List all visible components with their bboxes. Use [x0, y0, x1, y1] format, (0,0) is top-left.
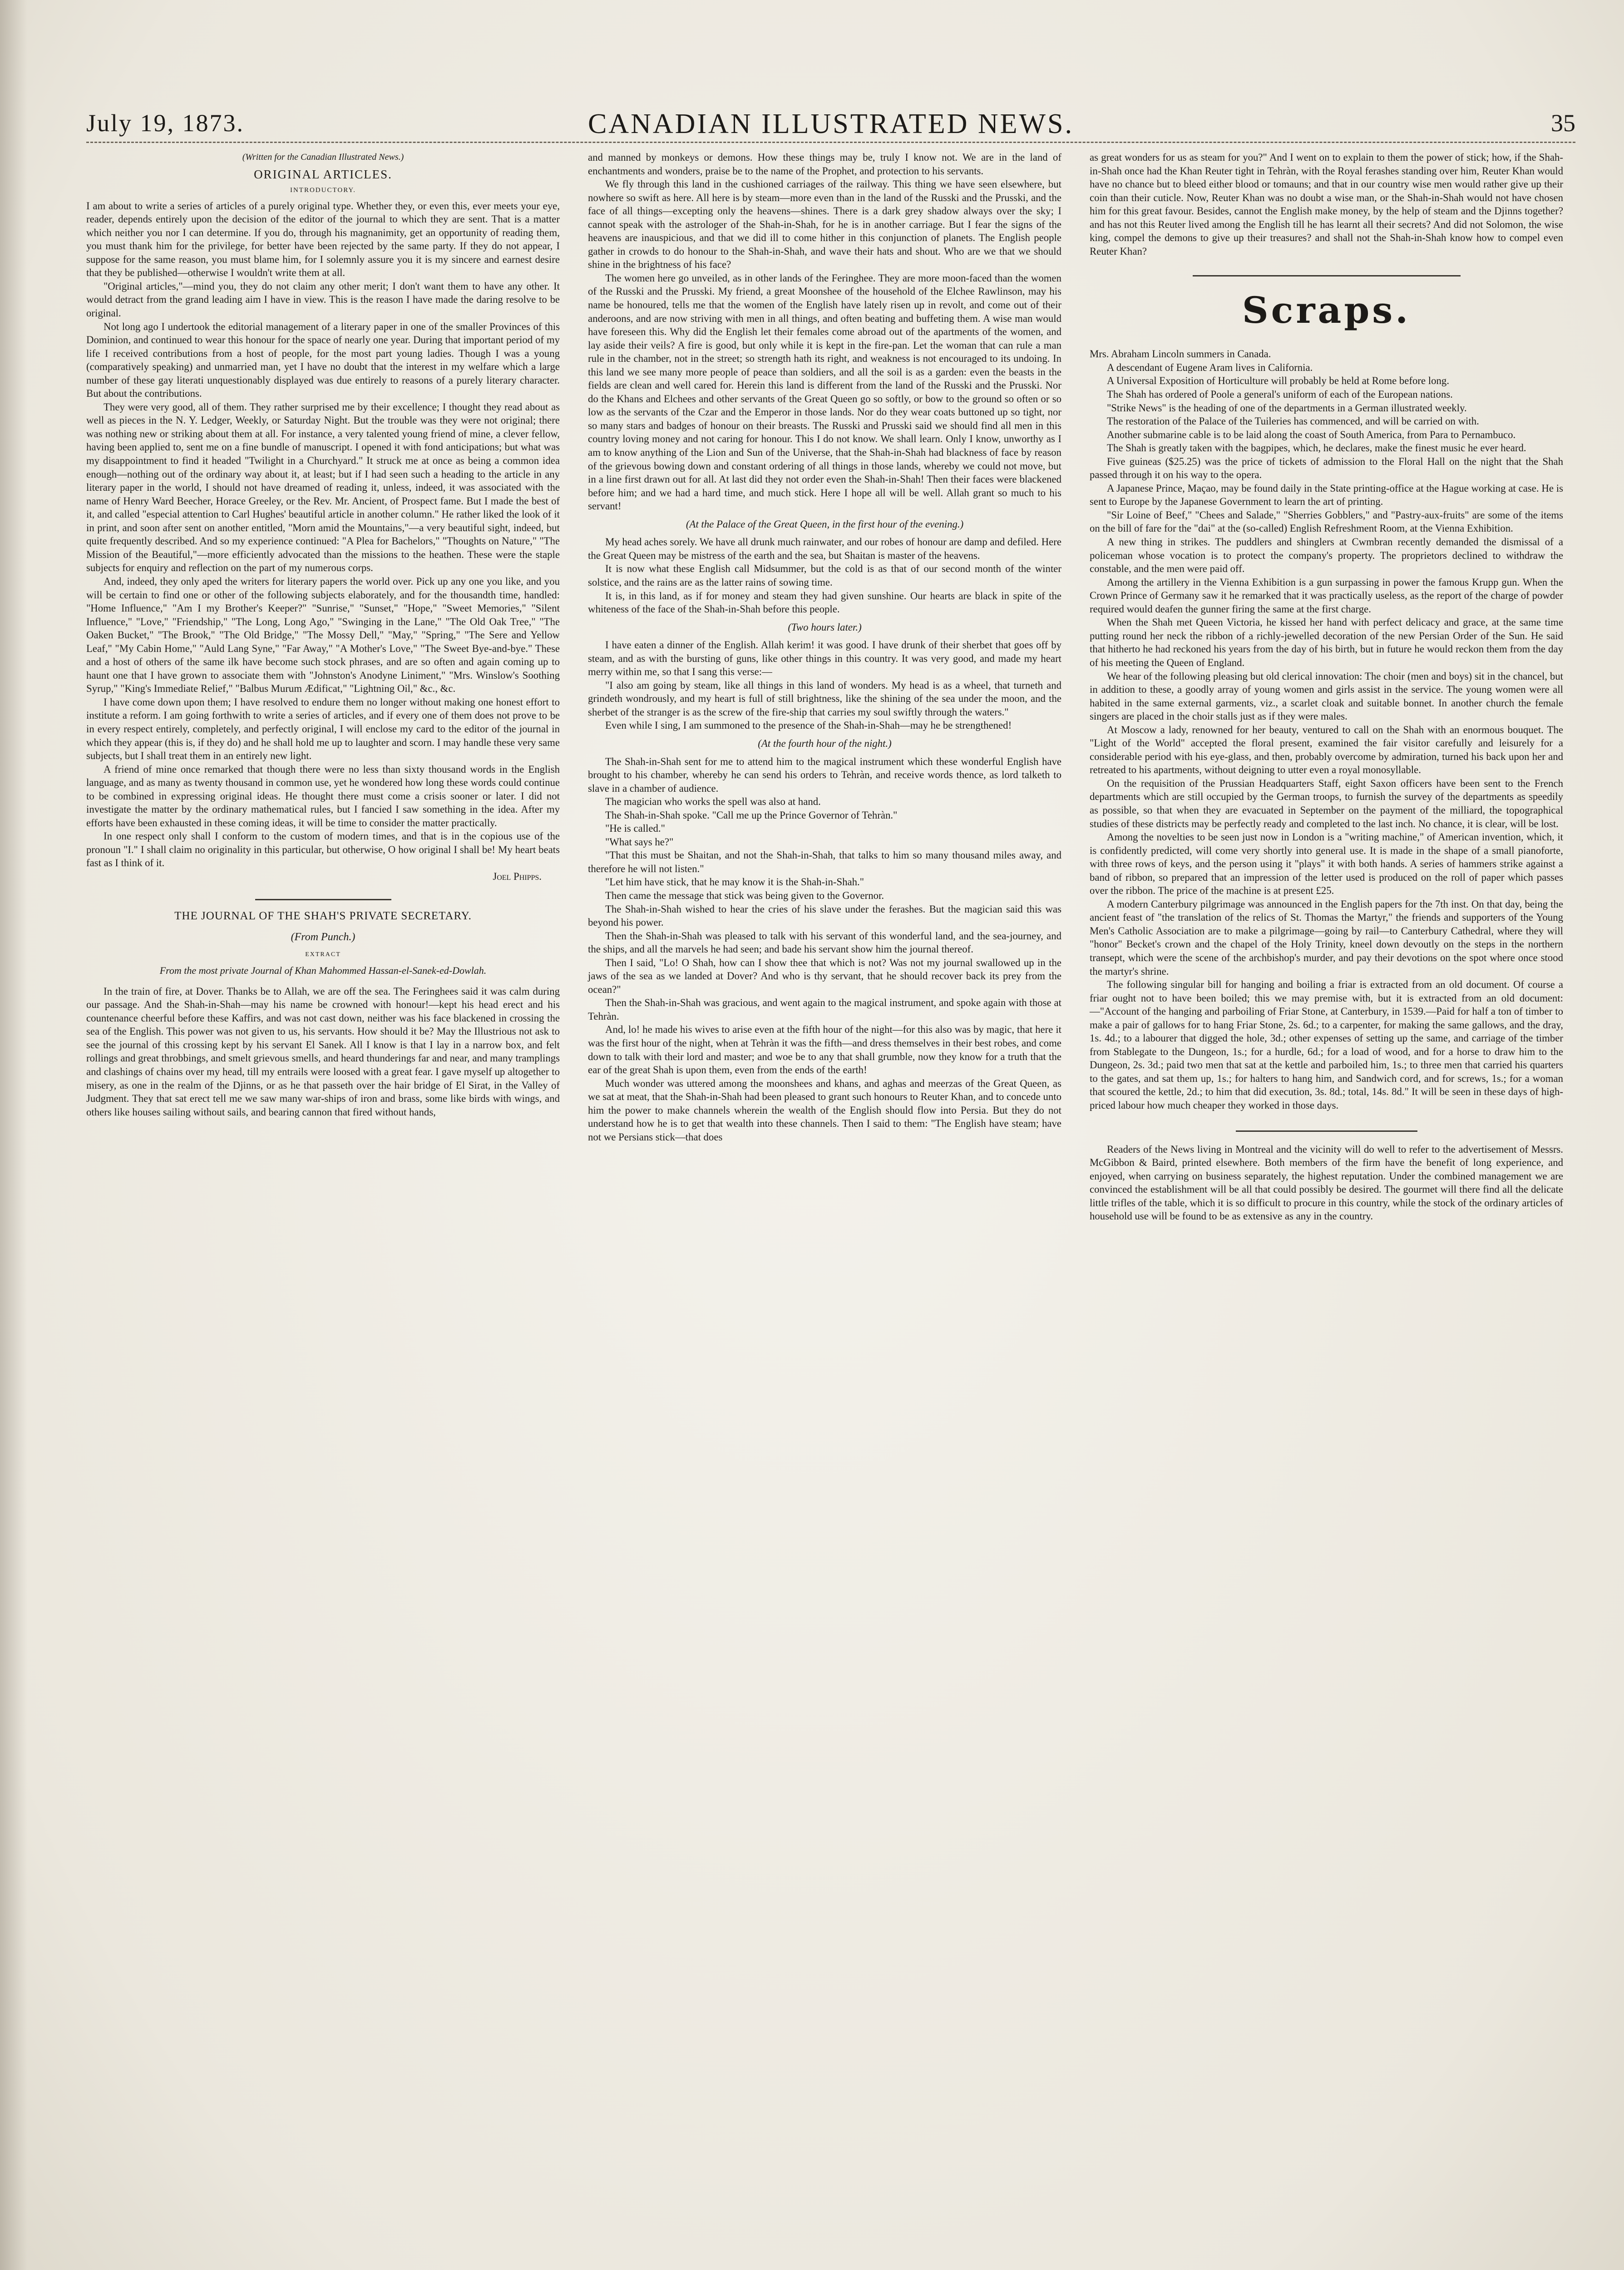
extract-label: EXTRACT — [305, 951, 341, 958]
paragraph: It is, in this land, as if for money and steam they had given sunshine. Our hearts are black in spite of the whiteness of the face of the Shah-in-Shah before this people. — [588, 590, 1061, 615]
scrap-item: "Sir Loine of Beef," "Chees and Salade," "Sherries Gobblers," and "Pastry-aux-fruits" are some of the items on the bill of fare for the "dai" at the (so-called) English Refreshment Room, at the Vienna Exhibition. — [1090, 509, 1563, 534]
article-credit: (Written for the Canadian Illustrated News.) — [242, 152, 404, 162]
paragraph: My head aches sorely. We have all drunk much rainwater, and our robes of honour are damp and defiled. Here the Great Queen may be mistress of the earth and the sea, but Shaitan is master of the heavens. — [588, 536, 1061, 561]
scrap-item: Another submarine cable is to be laid along the coast of South America, from Para to Pernambuco. — [1107, 429, 1516, 440]
paragraph: The magician who works the spell was also at hand. — [605, 796, 821, 808]
journal-source: (From Punch.) — [291, 931, 355, 943]
newspaper-title: CANADIAN ILLUSTRATED NEWS. — [587, 109, 1074, 139]
paragraph: In the train of fire, at Dover. Thanks be to Allah, we are off the sea. The Feringhees said it was calm during our passage. And the Shah-in-Shah—may his name be crowned with honour!—kept his head erect and his countenance cheerful before these Kaffirs, and was not cast down, neither was his face blackened in crossing the sea of the English. This power was not given to us, his servants. How should it be? May the Illustrious not ask to see the journal of this crossing kept by his servant El Sanek. All I know is that I lay in a narrow box, and felt rollings and great throbbings, and smelt grievous smells, and heard thunderings far and near, and many tramplings and clashings of chains over my head, till my entrails were loosed with a great fear. I gave myself up altogether to misery, as one in the realm of the Djinns, or as he that passeth over the hair bridge of El Sirat, in the Valley of Judgment. They that sat erect tell me we saw many war-ships of iron and brass, some like birds with wings, and others like houses sailing without sails, and bearing cannon that fired without hands, — [86, 985, 560, 1118]
paragraph: Then the Shah-in-Shah was pleased to talk with his servant of this wonderful land, and the sea-journey, and the ships, and all the marvels he had seen; and bade his servant show him the journal thereof. — [588, 930, 1061, 955]
paragraph: Much wonder was uttered among the moonshees and khans, and aghas and meerzas of the Great Queen, as we sat at meat, that the Shah-in-Shah had been pleased to grant such honours to Reuter Khan, and to concede unto him the power to make channels wherein the wealth of the English should flow into Persia. But they do not understand how he is to get that wealth into these channels. Then I said to them: "The English have steam; have not we Persians stick—that does — [588, 1077, 1061, 1143]
paragraph: In one respect only shall I conform to the custom of modern times, and that is in the copious use of the pronoun "I." I shall claim no originality in this particular, but otherwise, O how original I shall be! My heart beats fast as I think of it. — [86, 830, 560, 869]
scrap-item: Among the novelties to be seen just now in London is a "writing machine," of American invention, which, it is confidently predicted, will come very shortly into general use. It is made in the shape of a small pianoforte, with three rows of keys, and the person using it "plays" it with both hands. A series of hammers strike against a band of ribbon, so prepared that an impression of the letter used is produced on the roll of paper which passes over the ribbon. The price of the machine is at present £25. — [1090, 831, 1563, 897]
scrap-item: A Japanese Prince, Maçao, may be found daily in the State printing-office at the Hague working at case. He is sent to Europe by the Japanese Government to learn the art of printing. — [1090, 482, 1563, 508]
paragraph: Not long ago I undertook the editorial management of a literary paper in one of the smaller Provinces of this Dominion, and continued to wear this honour for the space of nearly one year. During that important period of my life I received contributions from a host of people, for the most part young ladies. Though I was a young (comparatively speaking) and unmarried man, yet I have no doubt that the interest in my welfare which a large number of these gay literati unquestionably displayed was due entirely to reasons of a purely literary character. But about the contributions. — [86, 321, 560, 400]
paragraph: The Shah-in-Shah sent for me to attend him to the magical instrument which these wonderful English have brought to his chamber, whereby he can send his orders to Tehràn, and receive words thence, as lord talketh to slave in a chamber of audience. — [588, 755, 1061, 794]
paragraph: "Original articles,"—mind you, they do not claim any other merit; I don't want them to have any other. It would detract from the grand leading aim I have in view. This is the reason I have made the daring resolve to be original. — [86, 280, 560, 319]
column-2 — [588, 151, 1061, 1144]
scrap-item: The Shah has ordered of Poole a general's uniform of each of the European nations. — [1107, 389, 1453, 400]
paragraph: I have come down upon them; I have resolved to endure them no longer without making one honest effort to institute a reform. I am going forthwith to write a series of articles, and if every one of them does not prove to be in every respect entirely, completely, and perfectly original, I will enclose my card to the editor of the journal in which they appear (this is, if they do) and he shall hold me up to laughter and scorn. I may handle these very same subjects, but I shall treat them in an entirely new light. — [86, 696, 560, 762]
column-1 — [86, 151, 560, 1119]
paragraph: as great wonders for us as steam for you?" And I went on to explain to them the power of stick; how, if the Shah-in-Shah once had the Khan Reuter tight in Tehràn, with the Royal ferashes standing over him, Reuter Khan would have no chance but to bleed either blood or tomauns; and that in our country wise men would rather give up their coin than their cuticle. Now, Reuter Khan was no doubt a wise man, or the Shah-in-Shah would not have chosen him for this great favour. Besides, cannot the English make money, by the help of steam and the Djinns together? and has not this Reuter lived among the English till he has learnt all their secrets? And did not Solomon, the wise king, compel the demons to give up their treasures? and shall not the Shah-in-Shah know how to compel even Reuter Khan? — [1090, 152, 1563, 257]
paragraph: The Shah-in-Shah wished to hear the cries of his slave under the ferashes. But the magician said this was beyond his power. — [588, 903, 1061, 928]
paragraph: Then the Shah-in-Shah was gracious, and went again to the magical instrument, and spoke again with those at Tehràn. — [588, 997, 1061, 1022]
section-divider — [1193, 275, 1461, 276]
scrap-item: We hear of the following pleasing but old clerical innovation: The choir (men and boys) sit in the chancel, but in addition to these, a goodly array of young women and girls assist in the service. The young women were all habited in the same external garments, viz., a scarlet cloak and suitable bonnet. In another church the female singers are placed in the choir stalls just as if they were males. — [1090, 670, 1563, 722]
article-subheading: INTRODUCTORY. — [290, 187, 356, 194]
masthead-rule — [86, 142, 1575, 143]
paragraph: The Shah-in-Shah spoke. "Call me up the Prince Governor of Tehràn." — [605, 809, 898, 821]
paragraph: We fly through this land in the cushioned carriages of the railway. This thing we have seen elsewhere, but nowhere so swift as here. All here is by steam—more even than in the land of the Russki and the Prusski, and the face of all things—excepting only the heavens—shines. There is a dark grey shadow always over the sky; I cannot speak with the astrologer of the Shah-in-Shah, for he is in another carriage. But I fear the signs of the heavens are inauspicious, and that we did ill to come hither in this conjunction of planets. The English people gather in crowds to do honour to the Shah-in-Shah, and wave their hats and shout. Who are we that we should shine in the brightness of his face? — [588, 178, 1061, 271]
scrap-item: The Shah is greatly taken with the bagpipes, which, he declares, make the finest music he ever heard. — [1107, 442, 1526, 454]
advertisement-notice: Readers of the News living in Montreal and the vicinity will do well to refer to the advertisement of Messrs. McGibbon & Baird, printed elsewhere. Both members of the firm have the benefit of long experience, and enjoyed, when carrying on business separately, the highest reputation. Under the combined management we are convinced the establishment will be all that could possibly be desired. The gourmet will there find all the delicate little trifles of the table, which it is so difficult to procure in this country, while the stock of the ordinary articles of household use will be found to be as extensive as any in the country. — [1090, 1143, 1563, 1222]
scrap-item: The restoration of the Palace of the Tuileries has commenced, and will be carried on with. — [1107, 415, 1479, 427]
paragraph: I have eaten a dinner of the English. Allah kerim! it was good. I have drunk of their sherbet that goes off by steam, and as with the bursting of guns, like other things in this country. It was very good, and made my heart merry within me, so that I sang this verse:— — [588, 639, 1061, 678]
paragraph: Then I said, "Lo! O Shah, how can I show thee that which is not? Was not my journal swallowed up in the jaws of the sea as we landed at Dover? And who is thy servant, that he should recover back its prey from the ocean?" — [588, 957, 1061, 995]
page-number: 35 — [1551, 109, 1575, 137]
scrap-item: At Moscow a lady, renowned for her beauty, ventured to call on the Shah with an enormous bouquet. The "Light of the World" accepted the floral present, examined the fair visitor carefully and leisurely for a considerable period with his eye-glass, and then, probably overcome by admiration, turned his back upon her and retreated to his apartments, without deigning to utter even a royal monosyllable. — [1090, 724, 1563, 776]
paragraph: "That this must be Shaitan, and not the Shah-in-Shah, that talks to him so many thousand miles away, and therefore he will not listen." — [588, 849, 1061, 874]
paragraph: And, lo! he made his wives to arise even at the fifth hour of the night—for this also was by magic, that here it was the first hour of the night, when at Tehràn it was the fifth—and dress themselves in their best robes, and come down to talk with their lord and master; and woe be to any that shall grumble, now they know for a truth that the ear of the great Shah is upon them, even from the ends of the earth! — [588, 1024, 1061, 1076]
paragraph: "Let him have stick, that he may know it is the Shah-in-Shah." — [605, 876, 864, 888]
paragraph: Even while I sing, I am summoned to the presence of the Shah-in-Shah—may he be strengthened! — [605, 720, 1012, 731]
journal-time-heading: (Two hours later.) — [788, 621, 862, 633]
paragraph: And, indeed, they only aped the writers for literary papers the world over. Pick up any one you like, and you will be certain to find one or other of the following subjects elaborately, and for the thousandth time, handled: "Home Influence," "Am I my Brother's Keeper?" "Sunrise," "Sunset," "Hope," "Sweet Memories," "Silent Influence," "Love," "Friendship," "The Long, Long Ago," "Swinging in the Lane," "The Old Oak Tree," "The Oaken Bucket," "The Brook," "The Old Bridge," "The Mossy Dell," "May," "Spring," "The Sere and Yellow Leaf," "My Cabin Home," "Auld Lang Syne," "Far Away," "A Mother's Love," "The Sweet Bye-and-bye." These and a host of others of the same ilk have become such stock phrases, and are so often and again coming up to haunt one that I have grown to associate them with "Johnston's Anodyne Liniment," "Mrs. Winslow's Soothing Syrup," "King's Immediate Relief," "Balbus Murum Ædificat," "Lightning Oil," &c., &c. — [86, 575, 560, 695]
scrap-item: "Strike News" is the heading of one of the departments in a German illustrated weekly. — [1107, 402, 1467, 414]
paragraph: "He is called." — [605, 823, 665, 834]
scrap-item: A descendant of Eugene Aram lives in California. — [1107, 361, 1313, 373]
masthead — [86, 109, 1575, 141]
issue-date: July 19, 1873. — [86, 109, 245, 137]
paragraph: I am about to write a series of articles of a purely original type. Whether they, or even this, ever meets your eye, reader, depends entirely upon the decision of the editor of the journal to which they are sent. That is a matter which neither you nor I can determine. If you do, through his magnanimity, get an opportunity of reading them, you must thank him for the privilege, for better have been rejected by the same party. If they do not appear, I suppose for the same reason, you must blame him, for I solemnly assure you it is my sincere and earnest desire that they be published—otherwise I wouldn't write them at all. — [86, 200, 560, 279]
article-heading: ORIGINAL ARTICLES. — [254, 167, 392, 181]
scrap-item: Mrs. Abraham Lincoln summers in Canada. — [1090, 348, 1271, 360]
scrap-item: On the requisition of the Prussian Headquarters Staff, eight Saxon officers have been sent to the French departments which are still occupied by the German troops, to furnish the survey of the departments as speedily as possible, so that when they are evacuated in September on the payment of the milliard, the topographical studies of these districts may be perfectly ready and completed to the last inch. No chance, it is clear, will be lost. — [1090, 777, 1563, 829]
scrap-item: A Universal Exposition of Horticulture will probably be held at Rome before long. — [1107, 375, 1450, 387]
paragraph: A friend of mine once remarked that though there were no less than sixty thousand words in the English language, and as many as twenty thousand in common use, yet he wondered how long these words could continue to be combined in expressing original ideas. He thought there must come a crisis sooner or later. I did not investigate the matter by the ordinary mathematical rules, but I fancied I saw something in the idea. After my efforts have been exhausted in these coming ideas, it will be time to consider the matter practically. — [86, 763, 560, 829]
scrap-item: Among the artillery in the Vienna Exhibition is a gun surpassing in power the famous Krupp gun. When the Crown Prince of Germany saw it he remarked that it was practically useless, as the report of the charge of powder required would deafen the gunner firing the same at the first charge. — [1090, 576, 1563, 615]
paragraph: The women here go unveiled, as in other lands of the Feringhee. They are more moon-faced than the women of the Russki and the Prusski. My friend, a great Moonshee of the household of the Elchee Rawlinson, may his name be honoured, tells me that the women of the English have lately risen up in revolt, and come out of their anderoons, and are now striving with men in all things, and often beating and buffeting them. A wise man would have foreseen this. Why did the English let their females come abroad out of the apartments of the women, and lay aside their veils? A fire is good, but only while it is kept in the fire-pan. Let the woman that can rule a man rule in the chamber, not in the street; so strength hath its right, and weakness is not encouraged to its undoing. In this land we see many more people of peace than soldiers, and all the soil is as a garden: even the beasts in the fields are clean and well cared for. Herein this land is different from the land of the Russki and the Prusski. Nor do the Khans and Elchees and other servants of the Great Queen go so softly, or bow to the ground so often or so low as the servants of the Czar and the Emperor in those lands. Nor do they wear coats buttoned up so tight, nor so many stars and badges of honour on their breasts. The Russki and Prusski said we should find all men in this country loving money and not caring for honour. This I do not know. We shall learn. Only I know, unworthy as I am to know anything of the Lion and Sun of the Universe, that the Shah-in-Shah had blackness of face by reason of the grievous bowing down and constant ordering of all things in those lands, whereby we could not move, but in a line first drawn out for all. At last did they not order even the Shah-in-Shah! Then their faces were blackened before him; and we had a hard time, and much stick. Here I hope all will be well. Allah grant so much to his servant! — [588, 272, 1061, 512]
journal-attribution: From the most private Journal of Khan Mahommed Hassan-el-Sanek-ed-Dowlah. — [159, 965, 487, 977]
section-divider — [255, 899, 391, 900]
paragraph: and manned by monkeys or demons. How these things may be, truly I know not. We are in the land of enchantments and wonders, praise be to the name of the Prophet, and protection to his servants. — [588, 152, 1061, 177]
column-3 — [1090, 151, 1563, 1223]
paragraph: Then came the message that stick was being given to the Governor. — [605, 889, 884, 901]
journal-heading: THE JOURNAL OF THE SHAH'S PRIVATE SECRETARY. — [174, 909, 472, 922]
section-divider — [1236, 1130, 1417, 1132]
scrap-item: The following singular bill for hanging and boiling a friar is extracted from an old document. Of course a friar ought not to have been boiled; this we may premise with, but it is extracted from an old document:—"Account of the hanging and parboiling of Friar Stone, at Canterbury, in 1539.—Paid for half a ton of timber to make a pair of gallows for to hang Friar Stone, 2s. 6d.; to a carpenter, for making the same gallows, and the dray, 1s. 4d.; to a labourer that digged the hole, 3d.; other expenses of setting up the same, and carriage of the timber from Stablegate to the Dungeon, 1s.; for a hurdle, 6d.; for a load of wood, and for a horse to draw him to the Dungeon, 2s. 3d.; paid two men that sat at the kettle and parboiled him, 1s.; to three men that carried his quarters to the gates, and sat them up, 1s.; for halters to hang him, and Sandwich cord, and for screws, 1s.; for a woman that scoured the kettle, 2d.; to him that did execution, 3s. 8d.; total, 14s. 8d." It will be seen in these days of high-priced labour how much cheaper they worked in those days. — [1090, 979, 1563, 1111]
paragraph: "What says he?" — [605, 836, 674, 848]
journal-time-heading: (At the Palace of the Great Queen, in the first hour of the evening.) — [686, 518, 964, 530]
scrap-item: A modern Canterbury pilgrimage was announced in the English papers for the 7th inst. On that day, being the ancient feast of "the translation of the relics of St. Thomas the Martyr," the friends and supporters of the Young Men's Catholic Association are to make a pilgrimage—going by rail—to Canterbury Cathedral, where they will "honor" Becket's crown and the chapel of the Holy Trinity, kneel down devoutly on the steps in the northern transept, which were the scene of the archbishop's murder, and pay their devotions on the spot where once stood the martyr's shrine. — [1090, 898, 1563, 977]
paragraph: "I also am going by steam, like all things in this land of wonders. My head is as a wheel, that turneth and grindeth wondrously, and my heart is full of still brightness, like the shining of the sea under the moon, and the sherbet of the stranger is as the screw of the fire-ship that carries my soul swiftly through the waters." — [588, 679, 1061, 718]
scrap-item: Five guineas ($25.25) was the price of tickets of admission to the Floral Hall on the night that the Shah passed through it on his way to the opera. — [1090, 455, 1563, 481]
journal-time-heading: (At the fourth hour of the night.) — [758, 737, 892, 749]
scraps-heading: Scraps. — [1242, 289, 1411, 332]
author-signature: Joel Phipps. — [493, 870, 542, 882]
paragraph: They were very good, all of them. They rather surprised me by their excellence; I thought they read about as well as pieces in the N. Y. Ledger, Weekly, or Saturday Night. But the trouble was they were not original; there was nothing new or striking about them at all. For instance, a very talented young friend of mine, a clever fellow, having been applied to, sent me on a fine bundle of manuscript. I opened it with fond anticipations; but what was my disappointment to find it headed "Twilight in a Churchyard." It struck me at once as being a common idea enough—nothing out of the ordinary way about it, at least; but if I had seen such a heading to the article in any literary paper in the world, I should not have dreamed of reading it, unless, indeed, it was associated with the name of Henry Ward Beecher, Horace Greeley, or the Rev. Mr. Ancient, of Prospect fame. But I made the best of it, and called "especial attention to Carl Hughes' beautiful article in another column." He rather liked the look of it in print, and soon after sent on another entitled, "Morn amid the Mountains,"—a very beautiful sight, indeed, but quite frequently described. And so my experience continued: "A Plea for Bachelors," "Thoughts on Nature," "The Mission of the Beautiful,"—more efficiently advocated than the missions to the heathen. These were the staple subjects for enquiry and reflection on the part of my numerous corps. — [86, 401, 560, 574]
paragraph: It is now what these English call Midsummer, but the cold is as that of our second month of the winter solstice, and the rains are as the latter rains of sowing time. — [588, 563, 1061, 588]
scrap-item: A new thing in strikes. The puddlers and shinglers at Cwmbran recently demanded the dismissal of a policeman whose vocation is to protect the company's property. The proprietors declined to withdraw the constable, and the men were paid off. — [1090, 536, 1563, 575]
scrap-item: When the Shah met Queen Victoria, he kissed her hand with perfect delicacy and grace, at the same time putting round her neck the ribbon of a richly-jewelled decoration of the new Persian Order of the Sun. He said that hitherto he had reckoned his years from the day of his birth, but in future he would reckon them from the day of his meeting the Queen of England. — [1090, 617, 1563, 668]
